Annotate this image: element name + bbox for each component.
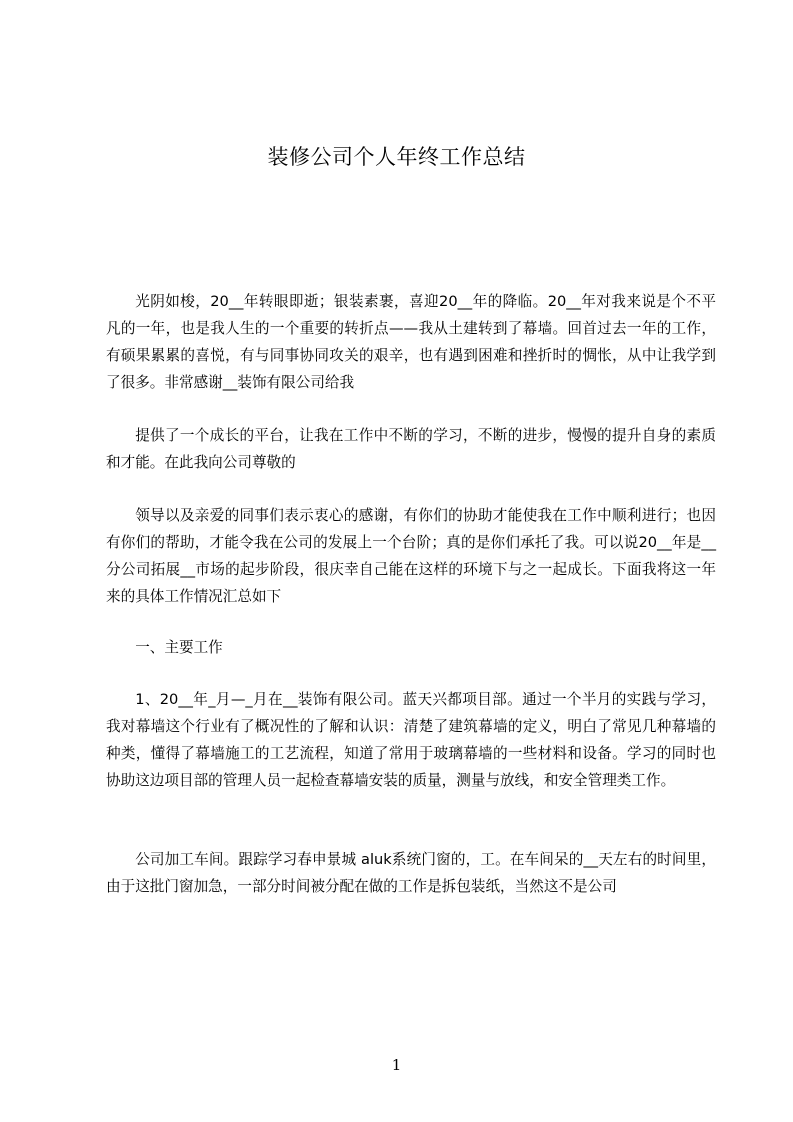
section-paragraph: 1、20__年_月—_月在__装饰有限公司。蓝天兴都项目部。通过一个半月的实践与学习，我对幕墙这个行业有了概况性的了解和认识：清楚了建筑幕墙的定义，明白了常见几种幕墙的种类，懂得了幕墙施工的工艺流程，知道了常用于玻璃幕墙的一些材料和设备。学习的同时也协助这边项目部的管理人员一起检查幕墙安装的质量，测量与放线，和安全管理类工作。 [106,691,716,789]
body-paragraph: 光阴如梭，20__年转眼即逝；银装素裹，喜迎20__年的降临。20__年对我来说是个不平凡的一年，也是我人生的一个重要的转折点——我从土建转到了幕墙。回首过去一年的工作，有硕果累累的喜悦，有与同事协同攻关的艰辛，也有遇到困难和挫折时的惆怅，从中让我学到了很多。非常感谢__装饰有限公司给我 [106,293,716,391]
page-number: 1 [391,1056,402,1074]
section-heading: 一、主要工作 [135,639,223,656]
section-paragraph: 公司加工车间。跟踪学习春申景城 aluk系统门窗的，工。在车间呆的__天左右的时间里，由于这批门窗加急，一部分时间被分配在做的工作是拆包装纸，当然这不是公司 [106,851,716,895]
body-paragraph: 领导以及亲爱的同事们表示衷心的感谢，有你们的协助才能使我在工作中顺利进行；也因有你们的帮助，才能令我在公司的发展上一个台阶；真的是你们承托了我。可以说20__年是__分公司拓展__市场的起步阶段，很庆幸自己能在这样的环境下与之一起成长。下面我将这一年来的具体工作情况汇总如下 [106,507,716,605]
document-title: 装修公司个人年终工作总结 [267,145,526,169]
body-paragraph: 提供了一个成长的平台，让我在工作中不断的学习，不断的进步，慢慢的提升自身的素质和才能。在此我向公司尊敬的 [106,427,716,471]
